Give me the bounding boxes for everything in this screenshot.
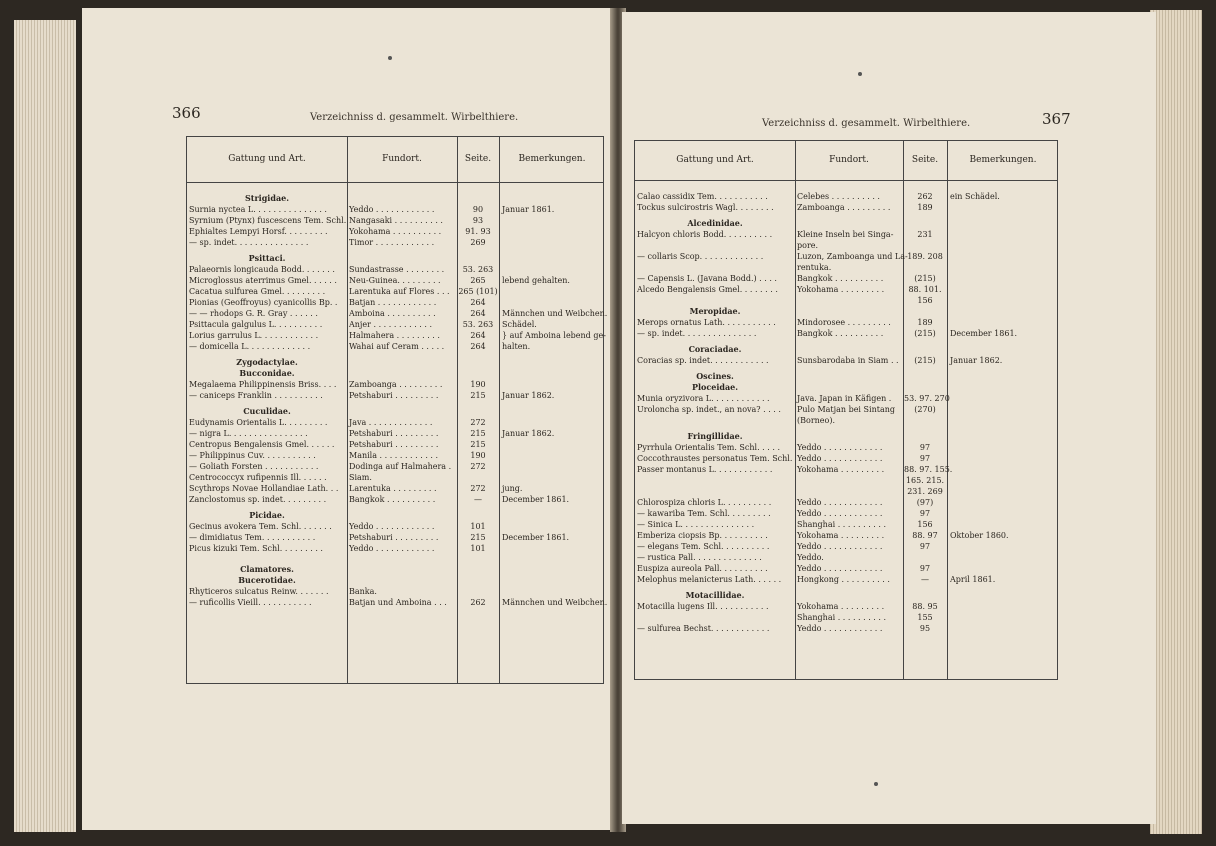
section-heading: Ploceidae. bbox=[691, 382, 739, 392]
page-ref-cell: 190 bbox=[470, 451, 486, 460]
table-row bbox=[187, 341, 603, 352]
locality-cell: Pulo Matjan bei Sintang bbox=[797, 405, 895, 414]
page-ref-cell: 88. 97. 155. bbox=[904, 465, 953, 474]
table-row bbox=[187, 275, 603, 286]
species-cell: Tockus sulcirostris Wagl. . . . . . . . bbox=[637, 203, 774, 212]
locality-cell: Shanghai . . . . . . . . . . bbox=[797, 520, 887, 529]
species-cell: — sp. indet. . . . . . . . . . . . . . . bbox=[637, 329, 757, 338]
section-heading: Cuculidae. bbox=[243, 406, 291, 416]
species-cell: — kawariba Tem. Schl. . . . . . . . . bbox=[637, 509, 771, 518]
table-row bbox=[187, 226, 603, 237]
species-cell: Psittacula galgulus L. . . . . . . . . . bbox=[189, 320, 323, 329]
locality-cell: Batjan und Amboina . . . bbox=[349, 598, 447, 607]
species-cell: Uroloncha sp. indet., an nova? . . . . bbox=[637, 405, 781, 414]
locality-cell: Petshaburi . . . . . . . . . bbox=[349, 429, 439, 438]
table-row bbox=[635, 393, 1057, 404]
table-row bbox=[635, 541, 1057, 552]
locality-cell: Yokohama . . . . . . . . . bbox=[797, 285, 885, 294]
page-ref-cell: 264 bbox=[470, 342, 486, 351]
page-ref-cell: 272 bbox=[470, 462, 486, 471]
table-row bbox=[187, 297, 603, 308]
page-ref-cell: 231. 269 bbox=[907, 487, 943, 496]
page-ref-cell: 156 bbox=[917, 296, 933, 305]
header-gattung: Gattung und Art. bbox=[228, 154, 306, 164]
species-cell: — rustica Pall. . . . . . . . . . . . . . bbox=[637, 553, 762, 562]
locality-cell: Bangkok . . . . . . . . . . bbox=[797, 329, 884, 338]
section-heading: Oscines. bbox=[696, 371, 734, 381]
locality-cell: Petshaburi . . . . . . . . . bbox=[349, 440, 439, 449]
species-cell: — — rhodops G. R. Gray . . . . . . bbox=[189, 309, 318, 318]
locality-cell: Sundastrasse . . . . . . . . bbox=[349, 265, 445, 274]
page-ref-cell: 272 bbox=[470, 418, 486, 427]
locality-cell: Yeddo . . . . . . . . . . . . bbox=[349, 522, 435, 531]
table-row bbox=[635, 202, 1057, 213]
locality-cell: Zamboanga . . . . . . . . . bbox=[797, 203, 891, 212]
remarks-cell: lebend gehalten. bbox=[502, 276, 570, 285]
remarks-cell: Männchen und Weibchen. bbox=[502, 598, 608, 607]
page-ref-cell: 262 bbox=[917, 192, 933, 201]
table-row bbox=[187, 330, 606, 341]
remarks-cell: December 1861. bbox=[502, 495, 570, 504]
table-row bbox=[635, 251, 1057, 262]
locality-cell: Yeddo . . . . . . . . . . . . bbox=[797, 509, 883, 518]
species-cell: Scythrops Novae Hollandiae Lath. . . bbox=[189, 484, 339, 493]
section-heading: Alcedinidae. bbox=[687, 218, 743, 228]
remarks-cell: Schädel. bbox=[502, 320, 537, 329]
page-ref-cell: 97 bbox=[919, 542, 931, 551]
page-ref-cell: 53. 263 bbox=[462, 265, 494, 274]
right-page bbox=[622, 12, 1156, 824]
page-ref-cell: (270) bbox=[914, 405, 936, 414]
page-ref-cell: (215) bbox=[914, 329, 936, 338]
species-cell: — domicella L. . . . . . . . . . . . . bbox=[189, 342, 311, 351]
species-cell: — Sinica L. . . . . . . . . . . . . . . bbox=[637, 520, 755, 529]
remarks-cell: Januar 1861. bbox=[502, 205, 555, 214]
locality-cell: Yeddo . . . . . . . . . . . . bbox=[797, 454, 883, 463]
locality-cell: Neu-Guinea. . . . . . . . . bbox=[349, 276, 441, 285]
page-ref-cell: 101 bbox=[470, 544, 486, 553]
section-heading: Clamatores. bbox=[240, 564, 294, 574]
page-ref-cell: 90 bbox=[472, 205, 484, 214]
table-row bbox=[187, 237, 603, 248]
table-row bbox=[635, 262, 1057, 273]
page-ref-cell: 95 bbox=[919, 624, 931, 633]
locality-cell: Java . . . . . . . . . . . . . bbox=[349, 418, 433, 427]
page-ref-cell: 215 bbox=[470, 440, 486, 449]
table-row bbox=[635, 519, 1057, 530]
page-ref-cell: 101 bbox=[470, 522, 486, 531]
table-row bbox=[635, 530, 1057, 541]
species-cell: — dimidiatus Tem. . . . . . . . . . . bbox=[189, 533, 316, 542]
locality-cell: (Borneo). bbox=[797, 416, 836, 425]
species-cell: Zanclostomus sp. indet. . . . . . . . . bbox=[189, 495, 327, 504]
table-row bbox=[187, 450, 603, 461]
page-ref-cell: 156 bbox=[917, 520, 933, 529]
remarks-cell: jung. bbox=[502, 484, 523, 493]
species-cell: Passer montanus L. . . . . . . . . . . . bbox=[637, 465, 773, 474]
locality-cell: Yeddo . . . . . . . . . . . . bbox=[349, 205, 435, 214]
species-cell: Centrococcyx rufipennis Ill. . . . . . bbox=[189, 473, 327, 482]
locality-cell: Amboina . . . . . . . . . . bbox=[349, 309, 436, 318]
table-row bbox=[635, 563, 1057, 574]
page-ref-cell: 215 bbox=[470, 429, 486, 438]
remarks-cell: halten. bbox=[502, 342, 531, 351]
table-row bbox=[635, 623, 1057, 634]
page-ref-cell: 262 bbox=[470, 598, 486, 607]
table-row bbox=[635, 601, 1057, 612]
ink-speck bbox=[388, 56, 392, 60]
page-ref-cell: 97 bbox=[919, 509, 931, 518]
page-ref-cell: 165. 215. bbox=[905, 476, 945, 485]
locality-cell: Kleine Inseln bei Singa- bbox=[797, 230, 894, 239]
remarks-cell: Januar 1862. bbox=[502, 391, 555, 400]
page-ref-cell: 272 bbox=[470, 484, 486, 493]
locality-cell: Batjan . . . . . . . . . . . . bbox=[349, 298, 437, 307]
page-ref-cell: 88. 95 bbox=[912, 602, 938, 611]
locality-cell: Bangkok . . . . . . . . . . bbox=[349, 495, 436, 504]
species-cell: — caniceps Franklin . . . . . . . . . . bbox=[189, 391, 323, 400]
table-row bbox=[635, 475, 1057, 486]
section-heading: Fringillidae. bbox=[687, 431, 743, 441]
species-cell: Euspiza aureola Pall. . . . . . . . . . bbox=[637, 564, 768, 573]
remarks-cell: Oktober 1860. bbox=[950, 531, 1009, 540]
page-ref-cell: (97) bbox=[916, 498, 934, 507]
page-ref-cell: 265 bbox=[470, 276, 486, 285]
table-row bbox=[187, 264, 603, 275]
locality-cell: Bangkok . . . . . . . . . . bbox=[797, 274, 884, 283]
header-seite: Seite. bbox=[464, 154, 492, 164]
species-cell: — nigra L. . . . . . . . . . . . . . . . bbox=[189, 429, 308, 438]
table-row bbox=[187, 597, 608, 608]
page-ref-cell: 264 bbox=[470, 309, 486, 318]
page-edges-right bbox=[1150, 10, 1202, 834]
header-gattung: Gattung und Art. bbox=[676, 155, 754, 165]
running-head-right: Verzeichniss d. gesammelt. Wirbelthiere. bbox=[762, 118, 971, 129]
table-row bbox=[635, 497, 1057, 508]
species-cell: Syrnium (Ptynx) fuscescens Tem. Schl. bbox=[189, 216, 347, 225]
page-ref-cell: 88. 101. bbox=[908, 285, 942, 294]
species-cell: Munia oryzivora L. . . . . . . . . . . . bbox=[637, 394, 770, 403]
locality-cell: Java. Japan in Käfigen . bbox=[797, 394, 892, 403]
page-ref-cell: 88. 97 bbox=[912, 531, 938, 540]
section-heading: Motacillidae. bbox=[685, 590, 745, 600]
table-row bbox=[187, 215, 603, 226]
species-cell: — sp. indet. . . . . . . . . . . . . . . bbox=[189, 238, 309, 247]
locality-cell: Yeddo . . . . . . . . . . . . bbox=[797, 564, 883, 573]
table-row bbox=[187, 586, 603, 597]
locality-cell: Yeddo . . . . . . . . . . . . bbox=[349, 544, 435, 553]
species-cell: Alcedo Bengalensis Gmel. . . . . . . . bbox=[637, 285, 778, 294]
page-ref-cell: 97 bbox=[919, 454, 931, 463]
locality-cell: Yokohama . . . . . . . . . bbox=[797, 531, 885, 540]
page-ref-cell: 53. 97. 270 bbox=[904, 394, 950, 403]
locality-cell: Yeddo . . . . . . . . . . . . bbox=[797, 624, 883, 633]
table-row bbox=[635, 415, 1057, 426]
table-row bbox=[187, 472, 603, 483]
locality-cell: Anjer . . . . . . . . . . . . bbox=[349, 320, 432, 329]
section-heading: Bucconidae. bbox=[239, 368, 295, 378]
species-cell: — Goliath Forsten . . . . . . . . . . . bbox=[189, 462, 319, 471]
ink-speck bbox=[858, 72, 862, 76]
page-number-right: 367 bbox=[1042, 110, 1071, 128]
locality-cell: Petshaburi . . . . . . . . . bbox=[349, 533, 439, 542]
page-ref-cell: 189 bbox=[917, 203, 933, 212]
species-cell: — sulfurea Bechst. . . . . . . . . . . . bbox=[637, 624, 770, 633]
species-cell: Centropus Bengalensis Gmel. . . . . . bbox=[189, 440, 335, 449]
page-edges-left bbox=[14, 20, 76, 832]
page-ref-cell: 155 bbox=[917, 613, 933, 622]
table-row bbox=[635, 317, 1057, 328]
table-row bbox=[635, 328, 1057, 339]
locality-cell: Dodinga auf Halmahera . bbox=[349, 462, 452, 471]
locality-cell: Banka. bbox=[349, 587, 377, 596]
locality-cell: Yokohama . . . . . . . . . bbox=[797, 602, 885, 611]
table-row bbox=[635, 355, 1057, 366]
page-ref-cell: 264 bbox=[470, 331, 486, 340]
page-ref-cell: (215) bbox=[914, 356, 936, 365]
table-row bbox=[635, 295, 1057, 306]
page-ref-cell: 93 bbox=[472, 216, 484, 225]
species-cell: Lorius garrulus L. . . . . . . . . . . . bbox=[189, 331, 319, 340]
locality-cell: Yokohama . . . . . . . . . bbox=[797, 465, 885, 474]
table-row bbox=[187, 417, 603, 428]
table-row bbox=[187, 204, 603, 215]
species-cell: Megalaema Philippinensis Briss. . . . bbox=[189, 380, 337, 389]
locality-cell: Yeddo . . . . . . . . . . . . bbox=[797, 443, 883, 452]
locality-cell: pore. bbox=[797, 241, 819, 250]
locality-cell: Zamboanga . . . . . . . . . bbox=[349, 380, 443, 389]
locality-cell: Celebes . . . . . . . . . . bbox=[797, 192, 880, 201]
table-row bbox=[635, 453, 1057, 464]
species-cell: Palaeornis longicauda Bodd. . . . . . . bbox=[189, 265, 335, 274]
section-heading: Meropidae. bbox=[689, 306, 741, 316]
page-ref-cell: 264 bbox=[470, 298, 486, 307]
species-table-right bbox=[634, 140, 1058, 680]
section-heading: Strigidae. bbox=[244, 193, 289, 203]
species-cell: — elegans Tem. Schl. . . . . . . . . . bbox=[637, 542, 770, 551]
locality-cell: Halmahera . . . . . . . . . bbox=[349, 331, 440, 340]
remarks-cell: December 1861. bbox=[502, 533, 570, 542]
species-cell: Merops ornatus Lath. . . . . . . . . . . bbox=[637, 318, 776, 327]
page-ref-cell: 91. 93 bbox=[465, 227, 491, 236]
remarks-cell: Januar 1862. bbox=[950, 356, 1003, 365]
table-row bbox=[187, 483, 603, 494]
page-ref-cell: (215) bbox=[914, 274, 936, 283]
locality-cell: Larentuka auf Flores . . . bbox=[349, 287, 450, 296]
species-cell: Surnia nyctea L. . . . . . . . . . . . . . . bbox=[189, 205, 327, 214]
table-row bbox=[635, 284, 1057, 295]
locality-cell: Nangasaki . . . . . . . . . . bbox=[349, 216, 443, 225]
page-ref-cell: 189 bbox=[917, 318, 933, 327]
table-row bbox=[187, 439, 603, 450]
locality-cell: Luzon, Zamboanga und La- bbox=[797, 252, 908, 261]
species-cell: Pionias (Geoffroyus) cyanicollis Bp. . bbox=[189, 298, 338, 307]
section-heading: Picidae. bbox=[249, 510, 285, 520]
species-cell: Gecinus avokera Tem. Schl. . . . . . . bbox=[189, 522, 332, 531]
species-table-left bbox=[186, 136, 608, 684]
table-row bbox=[635, 442, 1057, 453]
locality-cell: Manila . . . . . . . . . . . . bbox=[349, 451, 439, 460]
remarks-cell: Januar 1862. bbox=[502, 429, 555, 438]
species-cell: — collaris Scop. . . . . . . . . . . . . bbox=[637, 252, 764, 261]
species-cell: Rhyticeros sulcatus Reinw. . . . . . . bbox=[189, 587, 329, 596]
table-row bbox=[635, 191, 1057, 202]
locality-cell: Yokohama . . . . . . . . . . bbox=[349, 227, 442, 236]
locality-cell: Mindorosee . . . . . . . . . bbox=[797, 318, 891, 327]
locality-cell: Yeddo . . . . . . . . . . . . bbox=[797, 542, 883, 551]
page-ref-cell: 231 bbox=[917, 230, 933, 239]
species-cell: Ephialtes Lempyi Horsf. . . . . . . . . bbox=[189, 227, 328, 236]
species-cell: Microglossus aterrimus Gmel. . . . . . bbox=[189, 276, 337, 285]
remarks-cell: April 1861. bbox=[950, 575, 996, 584]
species-cell: Eudynamis Orientalis L. . . . . . . . . bbox=[189, 418, 328, 427]
section-heading: Zygodactylae. bbox=[236, 357, 298, 367]
locality-cell: Yeddo . . . . . . . . . . . . bbox=[797, 498, 883, 507]
table-row bbox=[187, 308, 608, 319]
table-row bbox=[635, 508, 1057, 519]
species-cell: Coracias sp. indet. . . . . . . . . . . . bbox=[637, 356, 769, 365]
locality-cell: rentuka. bbox=[797, 263, 832, 272]
table-row bbox=[635, 574, 1057, 585]
species-cell: Pyrrhula Orientalis Tem. Schl. . . . . bbox=[637, 443, 780, 452]
species-cell: Motacilla lugens Ill. . . . . . . . . . . bbox=[637, 602, 769, 611]
table-row bbox=[187, 390, 603, 401]
table-row bbox=[187, 461, 603, 472]
locality-cell: Wahai auf Ceram . . . . . bbox=[349, 342, 445, 351]
species-cell: Melophus melanicterus Lath. . . . . . bbox=[637, 575, 782, 584]
locality-cell: Petshaburi . . . . . . . . . bbox=[349, 391, 439, 400]
species-cell: Cacatua sulfurea Gmel. . . . . . . . . bbox=[189, 287, 326, 296]
table-row bbox=[187, 532, 603, 543]
species-cell: Chlorospiza chloris L. . . . . . . . . . bbox=[637, 498, 772, 507]
page-ref-cell: 215 bbox=[470, 533, 486, 542]
left-page bbox=[82, 8, 616, 830]
table-row bbox=[187, 494, 603, 505]
remarks-cell: December 1861. bbox=[950, 329, 1018, 338]
locality-cell: Shanghai . . . . . . . . . . bbox=[797, 613, 887, 622]
locality-cell: Timor . . . . . . . . . . . . bbox=[349, 238, 435, 247]
remarks-cell: ein Schädel. bbox=[950, 192, 1000, 201]
table-row bbox=[187, 379, 603, 390]
table-row bbox=[635, 229, 1057, 240]
header-seite: Seite. bbox=[911, 155, 939, 165]
page-number-left: 366 bbox=[172, 104, 201, 122]
page-ref-cell: 265 (101) bbox=[458, 287, 498, 296]
page-ref-cell: 190 bbox=[470, 380, 486, 389]
table-row bbox=[635, 404, 1057, 415]
table-row bbox=[635, 464, 1057, 475]
remarks-cell: } auf Amboina lebend ge- bbox=[502, 331, 606, 340]
page-ref-cell: — bbox=[921, 575, 929, 584]
page-ref-cell: 97 bbox=[919, 564, 931, 573]
ink-speck bbox=[874, 782, 878, 786]
table-row bbox=[635, 612, 1057, 623]
page-ref-cell: 269 bbox=[470, 238, 486, 247]
header-bemerkungen: Bemerkungen. bbox=[969, 155, 1037, 165]
table-row bbox=[187, 521, 603, 532]
species-cell: — Philippinus Cuv. . . . . . . . . . . bbox=[189, 451, 316, 460]
locality-cell: Hongkong . . . . . . . . . . bbox=[797, 575, 890, 584]
page-ref-cell: 53. 263 bbox=[462, 320, 494, 329]
section-heading: Bucerotidae. bbox=[238, 575, 296, 585]
remarks-cell: Männchen und Weibchen. bbox=[502, 309, 608, 318]
locality-cell: Siam. bbox=[349, 473, 372, 482]
table-row bbox=[635, 486, 1057, 497]
species-cell: Halcyon chloris Bodd. . . . . . . . . . bbox=[637, 230, 773, 239]
page-ref-cell: 189. 208 bbox=[907, 252, 943, 261]
table-row bbox=[187, 543, 603, 554]
locality-cell: Sunsbarodaba in Siam . . bbox=[797, 356, 899, 365]
header-bemerkungen: Bemerkungen. bbox=[518, 154, 586, 164]
locality-cell: Yeddo. bbox=[797, 553, 824, 562]
species-cell: Coccothraustes personatus Tem. Schl. bbox=[637, 454, 793, 463]
table-row bbox=[635, 273, 1057, 284]
table-row bbox=[635, 552, 1057, 563]
species-cell: Picus kizuki Tem. Schl. . . . . . . . . bbox=[189, 544, 323, 553]
species-cell: Emberiza ciopsis Bp. . . . . . . . . . bbox=[637, 531, 768, 540]
table-row bbox=[187, 428, 603, 439]
running-head-left: Verzeichniss d. gesammelt. Wirbelthiere. bbox=[310, 112, 519, 123]
header-fundort: Fundort. bbox=[382, 154, 422, 164]
table-row bbox=[187, 286, 603, 297]
section-heading: Psittaci. bbox=[248, 253, 286, 263]
page-ref-cell: 215 bbox=[470, 391, 486, 400]
species-cell: — Capensis L. (Javana Bodd.) . . . . bbox=[637, 274, 777, 283]
header-fundort: Fundort. bbox=[829, 155, 869, 165]
species-cell: Calao cassidix Tem. . . . . . . . . . . bbox=[637, 192, 768, 201]
locality-cell: Larentuka . . . . . . . . . bbox=[349, 484, 437, 493]
species-cell: — ruficollis Vieill. . . . . . . . . . . bbox=[189, 598, 312, 607]
table-row bbox=[187, 319, 603, 330]
page-ref-cell: — bbox=[474, 495, 482, 504]
page-ref-cell: 97 bbox=[919, 443, 931, 452]
table-row bbox=[635, 240, 1057, 251]
section-heading: Coraciadae. bbox=[688, 344, 742, 354]
